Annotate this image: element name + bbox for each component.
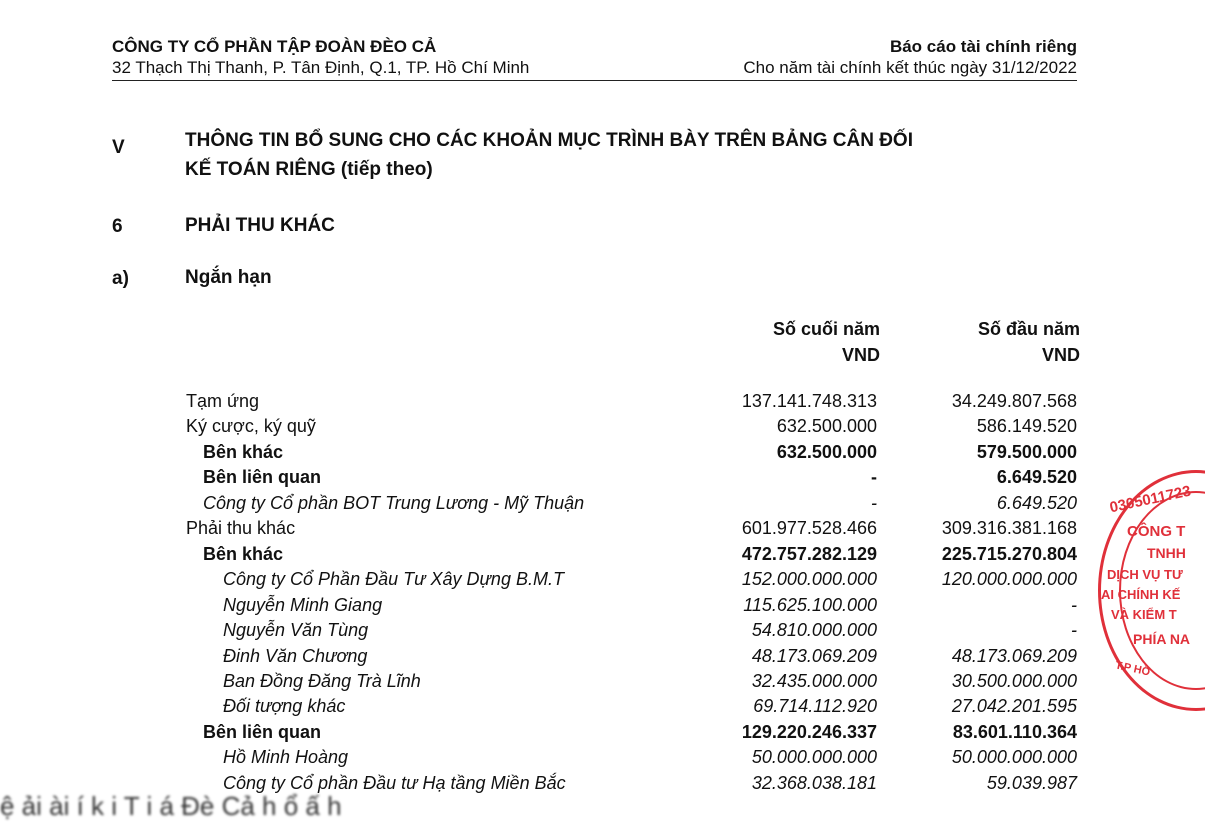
row-label: Bên liên quan	[203, 721, 322, 742]
row-value-begin: 48.173.069.209	[951, 645, 1077, 666]
row-value-begin: 225.715.270.804	[941, 543, 1077, 564]
row-value-begin: 309.316.381.168	[941, 518, 1077, 539]
column-unit-end: VND	[841, 345, 880, 365]
row-value-end: -	[871, 467, 877, 488]
part-number: a)	[112, 268, 129, 289]
footer-partial-text: ệ ải ài í k i T i á Đè Cả h ổ ấ h	[0, 791, 342, 821]
seal-line: AI CHÍNH KẾ	[1101, 587, 1181, 602]
row-value-begin: 586.149.520	[976, 416, 1077, 437]
seal-line: T.P HỒ	[1114, 659, 1152, 679]
row-value-end: 69.714.112.920	[753, 696, 877, 717]
seal-line: DỊCH VỤ TƯ	[1107, 567, 1183, 582]
table-row	[186, 465, 1077, 490]
row-label: Hồ Minh Hoàng	[223, 747, 349, 768]
row-label: Ký cược, ký quỹ	[186, 416, 316, 437]
row-value-begin: 83.601.110.364	[952, 721, 1077, 742]
row-label: Ban Đồng Đăng Trà Lĩnh	[223, 670, 421, 691]
table-row	[186, 414, 1077, 439]
row-value-end: 32.435.000.000	[751, 670, 877, 691]
header-right	[743, 36, 1077, 78]
table-row	[186, 745, 1077, 770]
row-label: Công ty Cổ Phần Đầu Tư Xây Dựng B.M.T	[223, 569, 564, 590]
row-value-end: -	[871, 492, 877, 513]
report-title: Báo cáo tài chính riêng	[889, 37, 1077, 56]
row-value-begin: -	[1071, 594, 1077, 615]
company-name: CÔNG TY CỔ PHẦN TẬP ĐOÀN ĐÈO CẢ	[112, 37, 437, 56]
row-value-end: 50.000.000.000	[751, 747, 877, 768]
row-value-end: 48.173.069.209	[751, 645, 877, 666]
row-value-begin: 59.039.987	[986, 772, 1077, 793]
table-row	[186, 516, 1077, 541]
column-unit-begin: VND	[1041, 345, 1080, 365]
row-label: Nguyễn Văn Tùng	[223, 620, 369, 641]
row-label: Bên khác	[203, 441, 284, 462]
row-value-begin: 6.649.520	[996, 467, 1077, 488]
subsection-number: 6	[112, 216, 123, 237]
row-label: Bên liên quan	[203, 467, 322, 488]
row-label: Bên khác	[203, 543, 284, 564]
row-label: Công ty Cổ phần BOT Trung Lương - Mỹ Thuận	[203, 492, 585, 513]
row-value-end: 632.500.000	[776, 416, 877, 437]
column-header-begin	[880, 316, 1080, 368]
row-label: Đối tượng khác	[223, 696, 346, 717]
row-label: Phải thu khác	[186, 518, 296, 539]
row-value-begin: 120.000.000.000	[941, 569, 1077, 590]
section-title-line1: THÔNG TIN BỔ SUNG CHO CÁC KHOẢN MỤC TRÌNH BÀY TRÊN BẢNG CÂN ĐỐI	[185, 130, 913, 151]
row-value-begin: 50.000.000.000	[951, 747, 1077, 768]
row-value-end: 601.977.528.466	[741, 518, 877, 539]
row-value-begin: 27.042.201.595	[951, 696, 1077, 717]
row-label: Tạm ứng	[186, 391, 260, 411]
row-value-begin: 6.649.520	[996, 492, 1077, 513]
table-row	[186, 389, 1077, 414]
seal-line: TNHH	[1147, 545, 1186, 561]
table-row	[186, 644, 1077, 669]
seal-line: 0305011723	[1108, 482, 1193, 517]
column-label-end: Số cuối năm	[772, 319, 880, 339]
table-row	[186, 567, 1077, 592]
row-value-begin: 34.249.807.568	[951, 391, 1077, 411]
row-value-end: 54.810.000.000	[751, 620, 877, 641]
row-label: Công ty Cổ phần Đầu tư Hạ tầng Miền Bắc	[223, 772, 566, 793]
row-value-end: 632.500.000	[776, 441, 877, 462]
seal-line: PHÍA NA	[1133, 631, 1191, 647]
row-value-begin: 579.500.000	[976, 441, 1077, 462]
table-row	[186, 618, 1077, 643]
table-row	[186, 593, 1077, 618]
subsection-title: PHẢI THU KHÁC	[185, 215, 335, 236]
row-label: Nguyễn Minh Giang	[223, 594, 383, 615]
row-value-end: 472.757.282.129	[741, 543, 877, 564]
row-value-end: 129.220.246.337	[741, 721, 877, 742]
section-number: V	[112, 137, 125, 158]
company-address: 32 Thạch Thị Thanh, P. Tân Định, Q.1, TP. Hồ Chí Minh	[112, 58, 530, 77]
part-title: Ngắn hạn	[185, 267, 272, 288]
table-row	[186, 542, 1077, 567]
company-seal	[1098, 470, 1205, 711]
header-left	[112, 36, 529, 78]
row-value-end: 115.625.100.000	[743, 594, 877, 615]
table-row	[186, 440, 1077, 465]
seal-line: VÀ KIỂM T	[1111, 607, 1177, 622]
section-title-line2: KẾ TOÁN RIÊNG (tiếp theo)	[185, 159, 433, 180]
column-label-begin: Số đầu năm	[977, 319, 1080, 339]
column-header-end	[680, 316, 880, 368]
table-row	[186, 491, 1077, 516]
next-page-text-fragment	[0, 790, 1205, 823]
report-period: Cho năm tài chính kết thúc ngày 31/12/2022	[743, 58, 1077, 77]
header-rule	[112, 80, 1077, 81]
row-value-end: 152.000.000.000	[741, 569, 877, 590]
table-row	[186, 669, 1077, 694]
row-value-begin: -	[1071, 620, 1077, 641]
row-value-begin: 30.500.000.000	[951, 670, 1077, 691]
row-value-end: 137.141.748.313	[741, 391, 877, 411]
seal-line: CÔNG T	[1127, 523, 1186, 540]
row-value-end: 32.368.038.181	[751, 772, 877, 793]
table-row	[186, 694, 1077, 719]
table-row	[186, 720, 1077, 745]
row-label: Đinh Văn Chương	[223, 645, 368, 666]
